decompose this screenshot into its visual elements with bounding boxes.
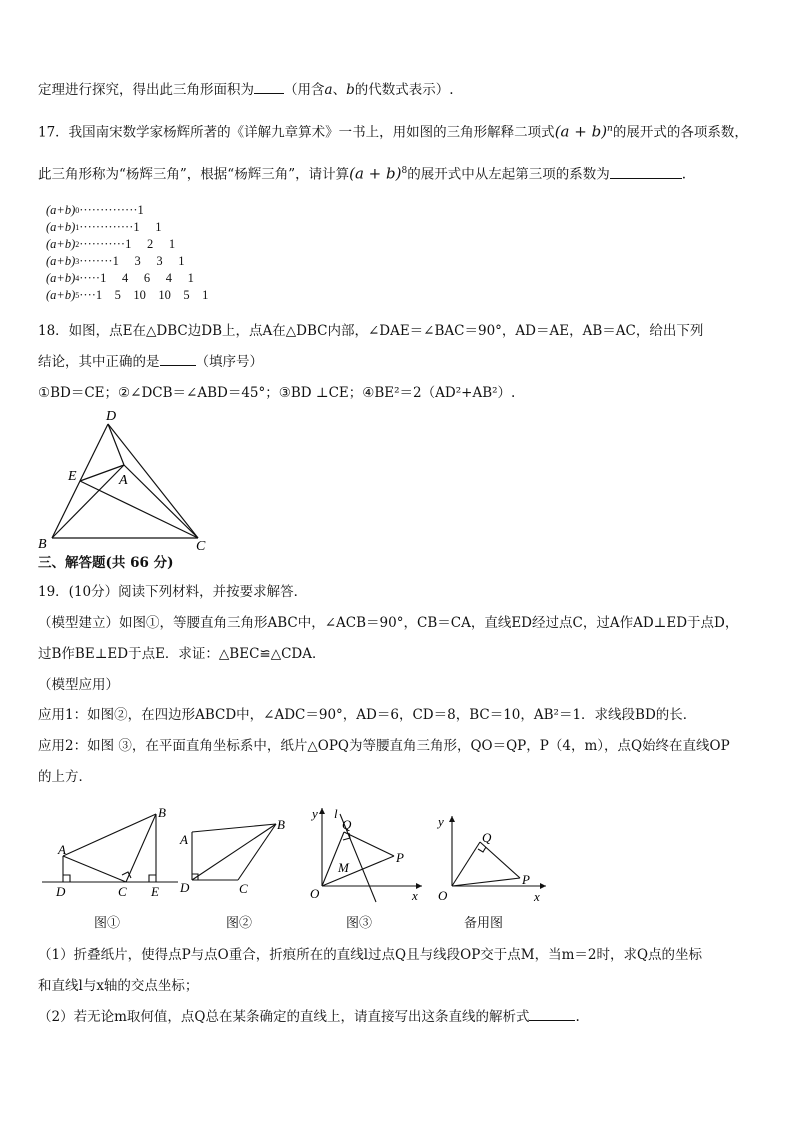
q16-tail-line	[38, 80, 454, 100]
label-B: B	[38, 537, 47, 552]
pascal-dots: ·············	[79, 220, 134, 234]
q17-exponent-8: 8	[401, 166, 408, 176]
section-heading: 三、解答题(共 66 分)	[38, 555, 174, 571]
label-A: A	[119, 473, 128, 488]
q18-figure	[30, 404, 220, 554]
pascal-exp: 2	[75, 240, 80, 249]
q17-line1	[38, 119, 748, 143]
fig1-label-E: E	[151, 884, 159, 899]
q18-text: 结论，其中正确的是	[38, 354, 160, 370]
q19-answer-blank	[529, 1020, 575, 1021]
q19-model-build-1: （模型建立）如图①，等腰直角三角形ABC中，∠ACB＝90°，CB＝CA，直线ED经过点C，过A作AD⊥ED于点D，	[38, 615, 739, 631]
fig3-label-x: x	[412, 888, 418, 903]
right-angle-Q	[478, 847, 486, 852]
fig3-label-Q: Q	[342, 817, 352, 832]
pascal-coeffs: 1 4 6 4 1	[100, 271, 194, 285]
q19-part2-text: （2）若无论m取何值，点Q总在某条确定的直线上，请直接写出这条直线的解析式	[38, 1009, 530, 1025]
q17-period: .	[681, 166, 686, 183]
q17-binomial: (a + b)	[554, 122, 608, 141]
right-angle-E	[149, 875, 156, 882]
pascal-dots: ····	[79, 288, 96, 302]
figure-1	[40, 804, 180, 900]
q19-app2-1: 应用2：如图 ③，在平面直角坐标系中，纸片△OPQ为等腰直角三角形，QO＝QP，P（4，m），点Q始终在直线OP	[38, 738, 730, 754]
q17-text: 17．我国南宋数学家杨辉所著的《详解九章算术》一书上，用如图的三角形解释二项式	[38, 124, 555, 141]
q19-part2	[38, 1007, 580, 1027]
q16-answer-blank	[254, 93, 284, 94]
yanghui-triangle	[46, 202, 208, 304]
segment-BA	[52, 465, 124, 538]
q18-line3: ①BD＝CE；②∠DCB＝∠ABD＝45°；③BD ⊥CE；④BE²＝2（AD²+AB²）.	[38, 385, 516, 401]
fig2-label-B: B	[277, 817, 285, 832]
q18-line1: 18．如图，点E在△DBC边DB上，点A在△DBC内部，∠DAE＝∠BAC＝90°，AD＝AE，AB＝AC，给出下列	[38, 323, 704, 339]
segment-OQ	[452, 842, 480, 886]
q19-part1-1: （1）折叠纸片，使得点P与点O重合，折痕所在的直线l过点Q且与线段OP交于点M，当m＝2时，求Q点的坐标	[38, 947, 703, 963]
q19-app2-2: 的上方．	[38, 769, 92, 785]
q16-sep: 、	[332, 82, 347, 98]
spare-label-x: x	[534, 889, 540, 904]
label-C: C	[196, 539, 206, 554]
segment-CB	[238, 824, 276, 880]
pascal-exp: 4	[75, 274, 80, 283]
caption-figure-3: 图③	[346, 916, 373, 931]
y-arrow-icon	[449, 816, 455, 822]
q17-exponent-n: n	[607, 124, 613, 134]
q17-binomial-2: (a + b)	[349, 164, 402, 183]
q17-text-c: 此三角形称为“杨辉三角”，根据“杨辉三角”，请计算	[38, 166, 350, 183]
fig3-label-O: O	[310, 886, 320, 901]
fig1-label-C: C	[118, 884, 127, 899]
pascal-coeffs: 1	[137, 203, 144, 217]
figure-2	[176, 812, 292, 898]
q19-part2-period: .	[575, 1009, 580, 1025]
figure-3	[304, 802, 428, 906]
segment-AB	[63, 814, 156, 856]
fig3-label-l: l	[334, 806, 338, 821]
segment-AB	[192, 824, 276, 832]
pascal-row-4	[46, 270, 208, 287]
spare-label-Q: Q	[482, 830, 492, 845]
y-arrow-icon	[319, 808, 325, 814]
caption-figure-spare: 备用图	[464, 916, 504, 931]
pascal-coeffs: 1 1	[133, 220, 162, 234]
pascal-exp: 1	[75, 223, 80, 232]
q16-text-b: （用含	[284, 82, 325, 98]
q18-line2	[38, 352, 263, 372]
caption-figure-1: 图①	[94, 916, 121, 931]
fig1-label-B: B	[158, 805, 166, 820]
q18-answer-blank	[160, 365, 196, 366]
segment-AC	[124, 465, 198, 538]
pascal-dots: ··············	[79, 203, 138, 217]
spare-label-O: O	[438, 888, 448, 903]
x-arrow-icon	[540, 883, 546, 889]
caption-figure-2: 图②	[226, 916, 253, 931]
spare-label-y: y	[438, 814, 444, 829]
segment-OP	[452, 878, 520, 886]
q19-model-build-2: 过B作BE⊥ED于点E．求证：△BEC≌△CDA．	[38, 646, 326, 662]
segment-DA	[108, 424, 124, 465]
pascal-exp: 5	[75, 291, 80, 300]
segment-CB	[126, 814, 156, 882]
segment-EC	[80, 481, 198, 538]
fig3-label-M: M	[338, 860, 349, 875]
pascal-coeffs: 1 5 10 10 5 1	[95, 288, 209, 302]
pascal-dots: ···········	[79, 237, 126, 251]
pascal-dots: ········	[79, 254, 113, 268]
pascal-label: (a+b)	[46, 271, 76, 285]
fig2-label-A: A	[180, 832, 188, 847]
segment-AC	[63, 856, 126, 882]
q16-text-c: 的代数式表示）.	[354, 82, 454, 98]
q16-var-b: b	[346, 82, 355, 98]
pascal-row-3	[46, 253, 208, 270]
q17-line2	[38, 161, 686, 185]
label-D: D	[106, 409, 117, 424]
q18-text-b: （填序号）	[195, 354, 263, 370]
fig3-label-P: P	[396, 850, 404, 865]
pascal-label: (a+b)	[46, 237, 76, 251]
spare-label-P: P	[522, 872, 530, 887]
pascal-label: (a+b)	[46, 203, 76, 217]
pascal-exp: 0	[75, 206, 80, 215]
q17-text-d: 的展开式中从左起第三项的系数为	[407, 166, 610, 183]
q19-intro: 19．(10分）阅读下列材料，并按要求解答．	[38, 584, 308, 600]
q17-text-b: 的展开式的各项系数，	[612, 124, 748, 141]
fig3-label-y: y	[312, 806, 318, 821]
fig2-label-D: D	[180, 880, 190, 895]
pascal-exp: 3	[75, 257, 80, 266]
q16-var-a: a	[324, 82, 333, 98]
pascal-row-0	[46, 202, 208, 219]
pascal-coeffs: 1 2 1	[125, 237, 176, 251]
pascal-label: (a+b)	[46, 220, 76, 234]
q17-answer-blank	[610, 178, 682, 179]
q19-part1-2: 和直线l与x轴的交点坐标；	[38, 978, 199, 994]
right-angle-D	[63, 875, 70, 882]
figure-spare	[434, 806, 554, 906]
pascal-label: (a+b)	[46, 254, 76, 268]
segment-DB	[192, 824, 276, 880]
pascal-row-2	[46, 236, 208, 253]
q19-app1: 应用1：如图②，在四边形ABCD中，∠ADC＝90°，AD＝6，CD＝8，BC＝10，AB²＝1．求线段BD的长．	[38, 707, 697, 723]
fig1-label-A: A	[58, 842, 66, 857]
pascal-row-1	[46, 219, 208, 236]
q16-text: 定理进行探究，得出此三角形面积为	[38, 82, 254, 98]
label-E: E	[68, 469, 77, 484]
pascal-dots: ·····	[79, 271, 101, 285]
segment-QP	[344, 832, 394, 856]
pascal-coeffs: 1 3 3 1	[112, 254, 185, 268]
fig2-label-C: C	[239, 881, 248, 896]
q19-model-apply: （模型应用）	[38, 677, 119, 693]
fig1-label-D: D	[56, 884, 66, 899]
pascal-label: (a+b)	[46, 288, 76, 302]
pascal-row-5	[46, 287, 208, 304]
